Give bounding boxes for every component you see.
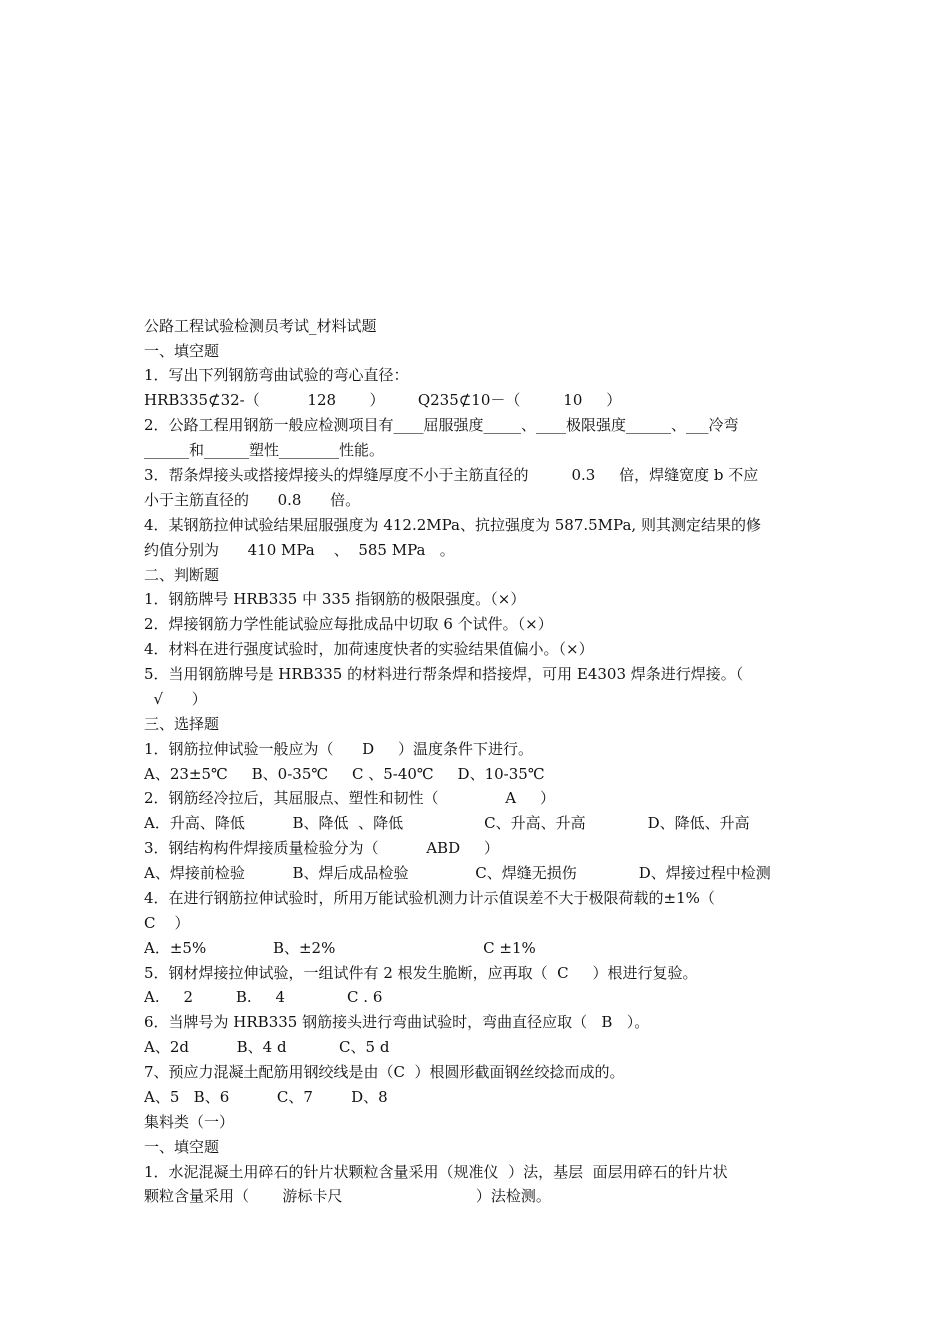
text-line: A. 2 B. 4 C . 6: [144, 988, 383, 1006]
section-heading: 一、填空题: [144, 342, 220, 360]
text-line: 1．钢筋拉伸试验一般应为（ D ）温度条件下进行。: [144, 740, 534, 758]
text-line: 5．当用钢筋牌号是 HRB335 的材料进行帮条焊和搭接焊，可用 E4303 焊条进行焊接。（: [144, 665, 744, 683]
text-line: A、5 B、6 C、7 D、8: [144, 1088, 388, 1106]
text-line: 4．材料在进行强度试验时，加荷速度快者的实验结果值偏小。（×）: [144, 640, 594, 658]
text-line: 6．当牌号为 HRB335 钢筋接头进行弯曲试验时，弯曲直径应取（ B ）。: [144, 1013, 650, 1031]
text-line: 2．公路工程用钢筋一般应检测项目有____屈服强度_____、____极限强度______、___冷弯: [144, 416, 739, 434]
text-line: 颗粒含量采用（ 游标卡尺 ）法检测。: [144, 1187, 551, 1205]
section-heading: 一、填空题: [144, 1138, 220, 1156]
section-heading: 二、判断题: [144, 566, 220, 584]
text-line: 4．在进行钢筋拉伸试验时，所用万能试验机测力计示值误差不大于极限荷载的±1%（: [144, 889, 715, 907]
text-line: A、23±5℃ B、0-35℃ C 、5-40℃ D、10-35℃: [144, 765, 545, 783]
text-line: √ ）: [144, 690, 207, 708]
text-line: 1．钢筋牌号 HRB335 中 335 指钢筋的极限强度。（×）: [144, 590, 526, 608]
text-line: 2．焊接钢筋力学性能试验应每批成品中切取 6 个试件。（×）: [144, 615, 553, 633]
section-heading: 三、选择题: [144, 715, 220, 733]
text-line: 4．某钢筋拉伸试验结果屈服强度为 412.2MPa、抗拉强度为 587.5MPa, 则其测定结果的修: [144, 516, 761, 534]
section-heading: 集料类（一）: [144, 1113, 235, 1131]
text-line: 3．钢结构构件焊接质量检验分为（ ABD ）: [144, 839, 499, 857]
text-line: A、焊接前检验 B、焊后成品检验 C、焊缝无损伤 D、焊接过程中检测: [144, 864, 771, 882]
text-line: 5．钢材焊接拉伸试验，一组试件有 2 根发生脆断，应再取（ C ）根进行复验。: [144, 964, 698, 982]
text-line: 2．钢筋经冷拉后，其屈服点、塑性和韧性（ A ）: [144, 789, 555, 807]
text-line: A．±5% B、±2% C ±1%: [144, 939, 536, 957]
text-line: 7、预应力混凝土配筋用钢绞线是由（C ）根圆形截面钢丝绞捻而成的。: [144, 1063, 625, 1081]
text-line: ______和______塑性________性能。: [144, 441, 385, 459]
text-line: 1．水泥混凝土用碎石的针片状颗粒含量采用（规准仪 ）法，基层 面层用碎石的针片状: [144, 1163, 728, 1181]
text-line: 约值分别为 410 MPa 、 585 MPa 。: [144, 541, 455, 559]
text-line: 3．帮条焊接头或搭接焊接头的焊缝厚度不小于主筋直径的 0.3 倍，焊缝宽度 b 不应: [144, 466, 759, 484]
document-title: 公路工程试验检测员考试_材料试题: [144, 317, 377, 335]
text-line: 1．写出下列钢筋弯曲试验的弯心直径：: [144, 366, 409, 384]
text-line: A．升高、降低 B、降低 、降低 C、升高、升高 D、降低、升高: [144, 814, 750, 832]
text-line: HRB335⊄32-（ 128 ） Q235⊄10－（ 10 ）: [144, 391, 622, 409]
text-line: A、2d B、4 d C、5 d: [144, 1038, 390, 1056]
text-line: 小于主筋直径的 0.8 倍。: [144, 491, 361, 509]
text-line: C ）: [144, 914, 190, 932]
